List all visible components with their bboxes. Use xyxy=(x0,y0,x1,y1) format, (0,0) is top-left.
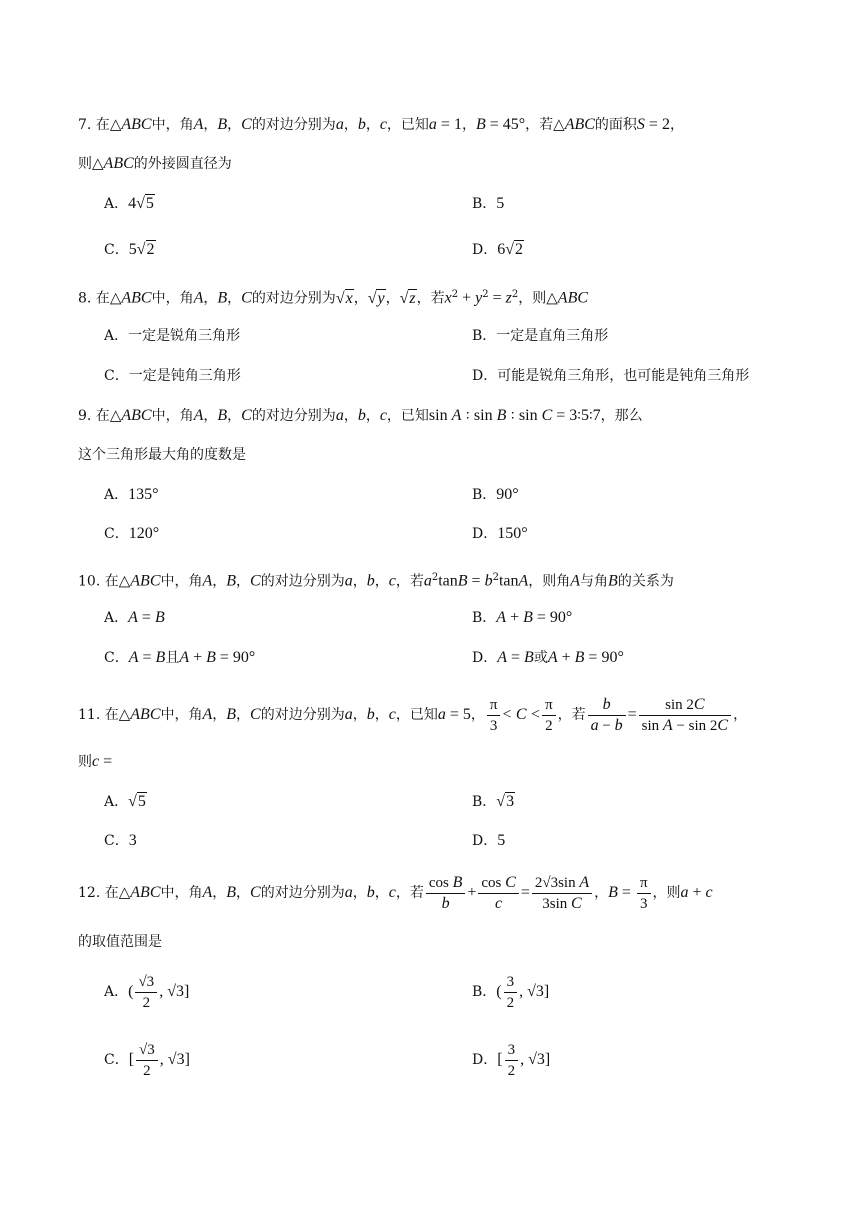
sin-ratio: $\frac{\text{2√3sin A}}{\text{3sin C}}$ xyxy=(532,873,592,914)
q12-option-a[interactable]: A．( $\frac{√3}{2}$ , √3] xyxy=(104,973,190,1011)
q7-option-d[interactable]: D．6√2 xyxy=(472,241,524,258)
q10-option-d[interactable]: D．A = B或A + B = 90° xyxy=(472,649,624,666)
question-9-stem: 9. 在△ABC中，角A，B，C的对边分别为a，b，c，已知sin A ∶ sin B ∶ sin C = 3∶5∶7，那么 xyxy=(78,406,643,424)
q10-option-c[interactable]: C．A = B且A + B = 90° xyxy=(104,649,256,666)
q12-option-d[interactable]: D．[ $\frac{3}{2}$ , √3] xyxy=(472,1041,551,1079)
sin2c-fraction: $\frac{\sin 2C}{\text{sin A − sin 2C}}$ xyxy=(639,695,731,736)
q10-option-a[interactable]: A．A = B xyxy=(104,609,165,626)
q7-option-c[interactable]: C．5√2 xyxy=(104,241,155,258)
q12-option-b[interactable]: B．( $\frac{3}{2}$ , √3] xyxy=(472,973,550,1011)
q8-option-c[interactable]: C．一定是钝角三角形 xyxy=(104,368,241,384)
question-12-stem-line2: 的取值范围是 xyxy=(78,934,162,950)
q8-option-a[interactable]: A．一定是锐角三角形 xyxy=(104,328,241,344)
b-over-a-minus-b: $\frac{b}{a - b}$ xyxy=(588,695,626,736)
q11-option-c[interactable]: C．3 xyxy=(104,832,137,849)
q8-option-d[interactable]: D．可能是锐角三角形，也可能是钝角三角形 xyxy=(472,368,750,384)
question-9-stem-line2: 这个三角形最大角的度数是 xyxy=(78,447,246,463)
cosc-over-c: $\frac{\text{cos C}}{c}$ xyxy=(478,873,518,914)
q11-option-d[interactable]: D．5 xyxy=(472,832,506,849)
q12-option-c[interactable]: C．[ $\frac{√3}{2}$ , √3] xyxy=(104,1041,190,1079)
question-10-stem: 10. 在△ABC中，角A，B，C的对边分别为a，b，c，若$a^2\tan B = b^2\tan A$，则角A与角B的关系为 xyxy=(78,571,674,590)
q11-option-a[interactable]: A．√5 xyxy=(104,793,146,810)
pi-over-3: $\frac{\pi}{3}$ xyxy=(487,695,501,736)
question-7-text: 7. 在△ABC中，角A，B，C的对边分别为a，b，c，已知a = 1，B = 45°，若△ABC的面积S = 2， xyxy=(78,115,684,133)
question-11-stem: 11. 在△ABC中，角A，B，C的对边分别为a，b，c，已知a = 5， $\frac{\pi}{3}$ < C < $\frac{\pi}{2}$ ，若 $\frac{b}{a - b}$ = $\frac{\sin 2C}{\text{sin A − sin 2C}}$ ， xyxy=(78,695,748,734)
q10-option-b[interactable]: B．A + B = 90° xyxy=(472,609,573,626)
cosb-over-b: $\frac{\text{cos B}}{b}$ xyxy=(426,873,466,914)
question-12-stem: 12. 在△ABC中，角A，B，C的对边分别为a，b，c，若 $\frac{\text{cos B}}{b}$ + $\frac{\text{cos C}}{c}$ = $\frac{\text{2√3sin A}}{\text{3sin C}}$ ，B = $\frac{\pi}{3}$ ，则a + c xyxy=(78,873,713,912)
question-11-stem-line2: 则c = xyxy=(78,753,113,770)
pi-over-2: $\frac{\pi}{2}$ xyxy=(542,695,556,736)
q9-option-d[interactable]: D．150° xyxy=(472,525,528,542)
q9-option-b[interactable]: B．90° xyxy=(472,486,519,503)
question-8-stem: 8. 在△ABC中，角A，B，C的对边分别为√x，√y，√z，若$x^2 + y^2 = z^2$，则△ABC xyxy=(78,288,589,307)
q7-option-b[interactable]: B．5 xyxy=(472,195,505,212)
q11-option-b[interactable]: B．√3 xyxy=(472,793,515,810)
q9-option-a[interactable]: A．135° xyxy=(104,486,159,503)
q7-option-a[interactable]: A．4√5 xyxy=(104,195,154,212)
q8-option-b[interactable]: B．一定是直角三角形 xyxy=(472,328,609,344)
question-7-stem-line2: 则△ABC的外接圆直径为 xyxy=(78,154,232,172)
question-7-stem xyxy=(78,114,860,135)
q9-option-c[interactable]: C．120° xyxy=(104,525,160,542)
pi-over-3-b: $\frac{\pi}{3}$ xyxy=(637,873,651,914)
